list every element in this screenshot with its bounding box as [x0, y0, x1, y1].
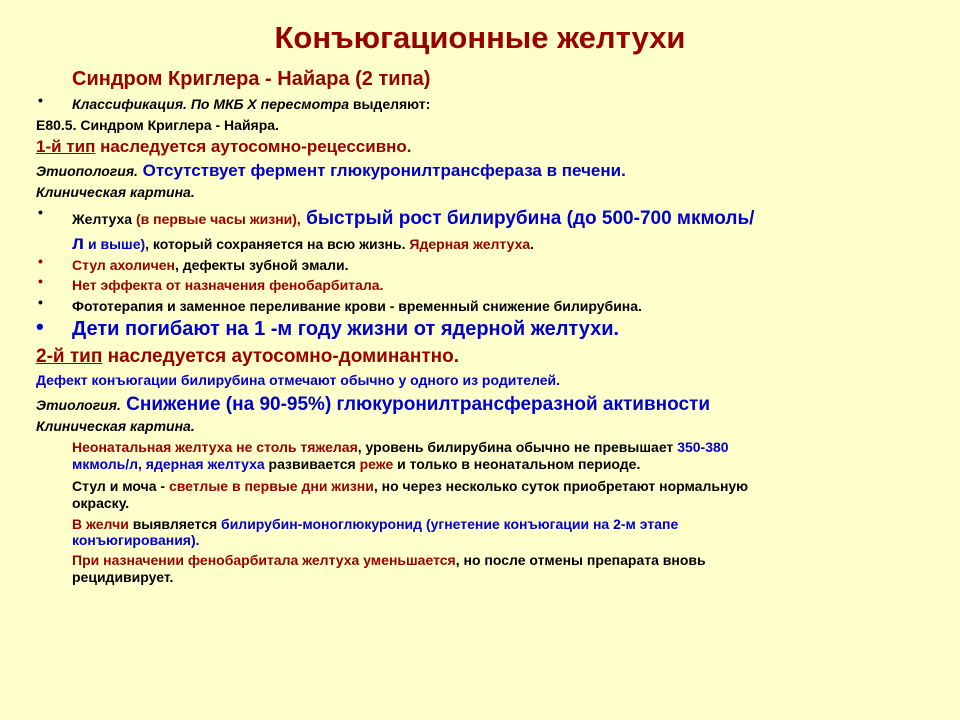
neonatal-g: и только в неонатальном периоде.	[393, 456, 641, 472]
neonatal-a: Неонатальная желтуха не столь тяжелая	[72, 439, 358, 455]
bullet-dot: •	[36, 314, 44, 339]
neonatal-e: развивается	[264, 456, 360, 472]
etiology2-text: Снижение (на 90-95%) глюкуронилтрансферазной активности	[120, 394, 711, 415]
pheno-line-1	[72, 552, 706, 568]
etiology1-text: Отсутствует фермент глюкуронилтрансфераза в печени.	[137, 161, 626, 180]
children-line: Дети погибают на 1 -м году жизни от ядерной желтухи.	[72, 318, 620, 340]
jaundice-line-2	[72, 233, 534, 255]
stool1-line	[72, 257, 348, 273]
neonatal-b: , уровень билирубина обычно не превышает	[357, 439, 678, 455]
phototherapy-line: Фототерапия и заменное переливание крови - временный снижение билирубина.	[72, 298, 642, 314]
classification-mkb: По МКБ X пересмотра	[186, 96, 349, 112]
e80-line: Е80.5. Синдром Криглера - Найяра.	[36, 117, 279, 133]
classification-tail: выделяют:	[348, 96, 431, 112]
bullet-dot: •	[38, 294, 43, 310]
neonatal-c: 350-380	[677, 439, 729, 455]
bile-line-1	[72, 516, 678, 532]
neonatal-line-2	[72, 456, 640, 472]
stool2-line-2: окраску.	[72, 495, 130, 511]
neonatal-f: реже	[359, 456, 394, 472]
type1-label: 1-й тип	[36, 137, 96, 156]
etiology2-label: Этиология.	[36, 397, 121, 413]
jaundice-line-1	[72, 208, 754, 230]
bile-c: билирубин-моноглюкуронид (угнетение конъюгации на 2-м этапе	[221, 516, 679, 532]
pheno-b: , но после отмены препарата вновь	[455, 552, 706, 568]
jaundice-b: (в первые часы жизни),	[135, 211, 301, 227]
pheno-a: При назначении фенобарбитала желтуха уменьшается	[72, 552, 456, 568]
bullet-dot: •	[38, 273, 43, 289]
stool2-a: Стул и моча -	[72, 478, 169, 494]
type1-text: наследуется аутосомно-рецессивно.	[95, 137, 412, 156]
classification-label: Классификация.	[72, 96, 187, 112]
stool1-b: , дефекты зубной эмали.	[175, 257, 349, 273]
classification-line	[72, 96, 430, 112]
bile-b: выявляется	[128, 516, 222, 532]
jaundice-e: и выше)	[84, 236, 146, 252]
type2-label: 2-й тип	[36, 346, 103, 367]
bile-a: В желчи	[72, 516, 129, 532]
type2-text: наследуется аутосомно-доминантно.	[102, 346, 460, 367]
stool2-line-1	[72, 478, 748, 494]
stool2-c: , но через несколько суток приобретают нормальную	[373, 478, 749, 494]
jaundice-c: быстрый рост билирубина (до 500-700 мкмоль/	[300, 208, 755, 229]
etiology1-line	[36, 161, 626, 181]
etiology1-label: Этиопология.	[36, 163, 138, 179]
type2-line	[36, 346, 459, 368]
jaundice-g: Ядерная желтуха	[409, 236, 531, 252]
stool1-a: Стул ахоличен	[72, 257, 175, 273]
pheno-line-2: рецидивирует.	[72, 569, 174, 585]
bullet-dot: •	[38, 253, 43, 269]
type1-line	[36, 137, 412, 157]
slide-title: Конъюгационные желтухи	[274, 20, 686, 55]
jaundice-f: , который сохраняется на всю жизнь.	[145, 236, 410, 252]
bullet-dot: •	[38, 92, 43, 108]
subtitle: Синдром Криглера - Найара (2 типа)	[72, 68, 431, 90]
jaundice-h: .	[530, 236, 535, 252]
bile-line-2: конъюгирования).	[72, 532, 200, 548]
defect-line: Дефект конъюгации билирубина отмечают обычно у одного из родителей.	[36, 372, 560, 388]
jaundice-d: л	[72, 233, 85, 254]
clinical2-label: Клиническая картина.	[36, 418, 195, 434]
neonatal-d: мкмоль/л, ядерная желтуха	[72, 456, 265, 472]
neonatal-line-1	[72, 439, 729, 455]
jaundice-a: Желтуха	[72, 211, 136, 227]
clinical1-label: Клиническая картина.	[36, 184, 195, 200]
bullet-dot: •	[38, 204, 43, 220]
etiology2-line	[36, 394, 710, 416]
no-effect-line: Нет эффекта от назначения фенобарбитала.	[72, 277, 384, 293]
stool2-b: светлые в первые дни жизни	[168, 478, 374, 494]
